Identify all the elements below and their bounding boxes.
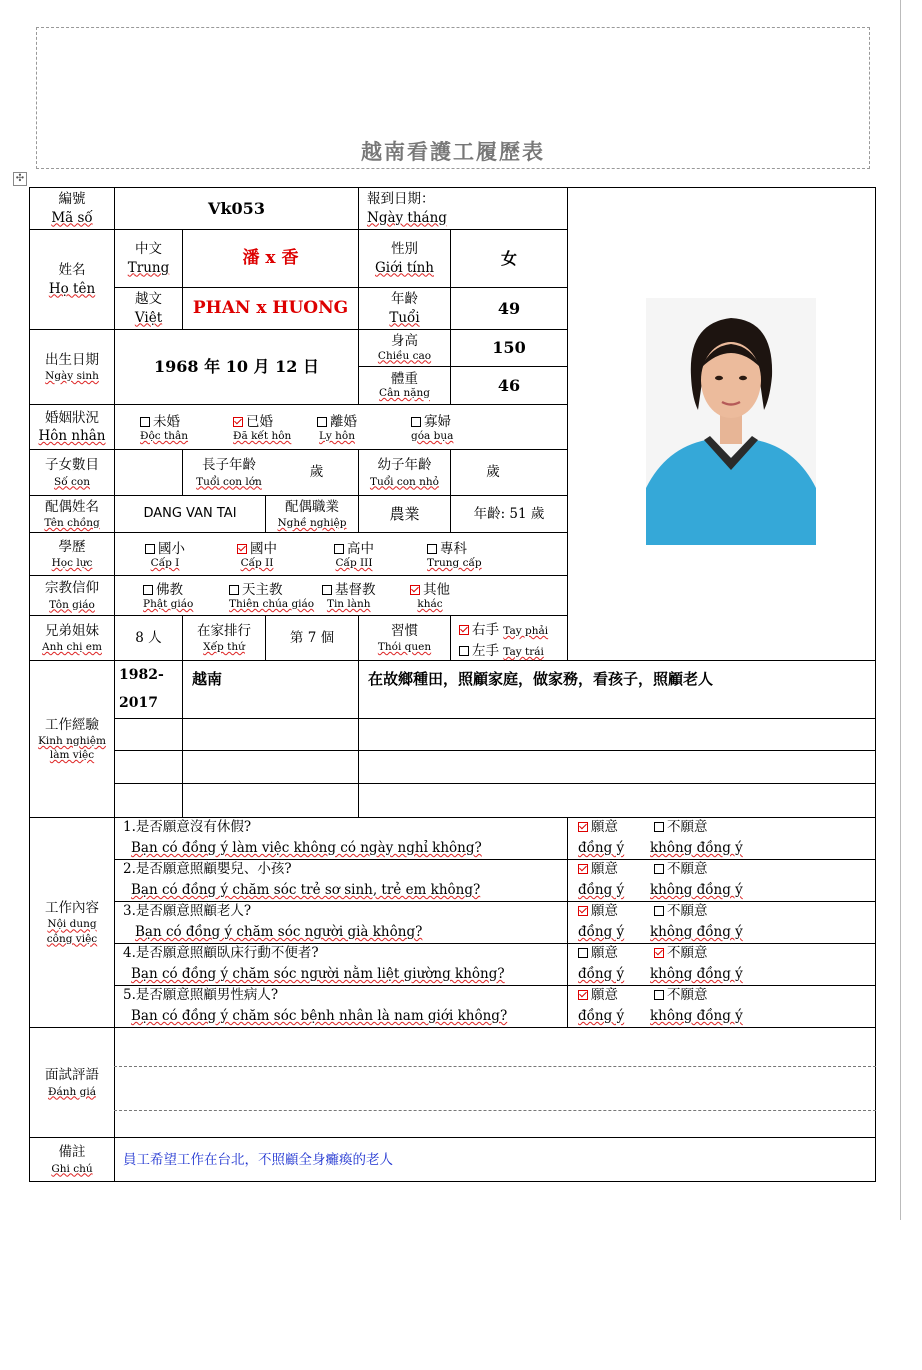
checked-checkbox-icon <box>410 585 420 595</box>
marital-option-single[interactable]: 未婚 Độc thân <box>140 414 189 442</box>
experience-description: 在故鄉種田，照顧家庭，做家務，看孩子，照顧老人 <box>368 670 714 688</box>
question-2: 2.是否願意照顧嬰兒、小孩? Bạn có đồng ý chăm sóc trẻ sơ sinh, trẻ em không? <box>123 861 481 898</box>
religion-option-buddhism[interactable]: 佛教 Phật giáo <box>143 582 194 610</box>
checkbox-icon <box>654 864 664 874</box>
applicant-photo <box>646 298 816 545</box>
birth-label: 出生日期 Ngày sinh <box>45 351 99 383</box>
education-option-high[interactable]: 高中 Cấp III <box>335 541 374 569</box>
children-count-field[interactable] <box>115 450 182 495</box>
children-label: 子女數目 Số con <box>45 457 99 488</box>
family-rank-value: 第 7 個 <box>289 629 335 646</box>
answer-2-yes[interactable]: 願意 đồng ý <box>578 861 625 898</box>
youngest-age-value: 歲 <box>486 464 500 481</box>
name-label: 姓名 Họ tên <box>48 262 96 297</box>
religion-option-other[interactable]: 其他 khác <box>410 578 450 610</box>
answer-5-yes[interactable]: 願意 đồng ý <box>578 987 625 1024</box>
spouse-job-label: 配偶職業 Nghề nghiệp <box>277 498 347 530</box>
habit-option-left-hand[interactable]: 左手 Tay trái <box>459 639 544 659</box>
education-option-college[interactable]: 專科 Trung cấp <box>427 541 482 569</box>
checkbox-icon <box>229 585 239 595</box>
birth-value: 1968 年 10 月 12 日 <box>154 357 319 377</box>
weight-label: 體重 Cân nặng <box>379 370 430 400</box>
checked-checkbox-icon <box>578 822 588 832</box>
height-label: 身高 Chiều cao <box>377 333 432 362</box>
interview-label: 面試評語 Đánh giá <box>45 1067 99 1098</box>
question-3: 3.是否願意照顧老人? Bạn có đồng ý chăm sóc người già không? <box>123 903 423 940</box>
notes-text: 員工希望工作在台北，不照顧全身癱瘓的老人 <box>123 1152 393 1168</box>
notes-label: 備註 Ghi chú <box>51 1144 93 1175</box>
table-move-handle[interactable]: ✣ <box>13 172 27 186</box>
checked-checkbox-icon <box>459 625 469 635</box>
gender-value: 女 <box>500 248 517 268</box>
question-5: 5.是否願意照顧男性病人? Bạn có đồng ý chăm sóc bệnh nhân là nam giới không? <box>123 987 508 1024</box>
applicant-portrait-icon <box>646 298 816 545</box>
eldest-age-value: 歲 <box>309 464 324 481</box>
id-label: 編號 Mã số <box>51 191 93 226</box>
eldest-age-label: 長子年齡 Tuổi con lớn <box>196 457 262 488</box>
marital-option-widowed[interactable]: 寡婦 góa bụa <box>411 414 454 442</box>
answer-2-no[interactable]: 不願意 không đồng ý <box>650 861 743 898</box>
vietnamese-name-value: PHAN x HUONG <box>192 298 349 319</box>
religion-label: 宗教信仰 Tôn giáo <box>45 580 99 611</box>
answer-3-yes[interactable]: 願意 đồng ý <box>578 903 625 940</box>
checked-checkbox-icon <box>578 864 588 874</box>
siblings-label: 兄弟姐妹 Anh chị em <box>42 622 102 654</box>
checkbox-icon <box>654 822 664 832</box>
family-rank-label: 在家排行 Xếp thứ <box>197 622 251 654</box>
checked-checkbox-icon <box>233 417 243 427</box>
checkbox-icon <box>427 544 437 554</box>
chinese-name-value: 潘 x 香 <box>242 248 299 269</box>
checked-checkbox-icon <box>578 906 588 916</box>
habit-label: 習慣 Thói quen <box>377 622 432 654</box>
checkbox-icon <box>654 990 664 1000</box>
spouse-name-label: 配偶姓名 Tên chồng <box>44 498 100 530</box>
chinese-name-label: 中文 Trung <box>127 241 170 276</box>
education-option-middle[interactable]: 國中 Cấp II <box>237 537 277 569</box>
answer-4-yes[interactable]: 願意 đồng ý <box>578 945 625 982</box>
checkbox-icon <box>334 544 344 554</box>
experience-label: 工作經驗 Kinh nghiệm làm việc <box>38 716 106 762</box>
vietnamese-name-label: 越文 Việt <box>134 291 163 326</box>
spouse-name-value: DANG VAN TAI <box>143 506 237 522</box>
marital-option-married[interactable]: 已婚 Đã kết hôn <box>233 414 292 442</box>
answer-1-no[interactable]: 不願意 không đồng ý <box>650 819 743 856</box>
education-label: 學歷 Học lực <box>51 538 93 570</box>
page-title: 越南看護工履歷表 <box>361 139 545 164</box>
header-area <box>36 27 870 169</box>
question-4: 4.是否願意照顧臥床行動不便者? Bạn có đồng ý chăm sóc người nằm liệt giường không? <box>123 945 505 982</box>
checkbox-icon <box>654 906 664 916</box>
answer-3-no[interactable]: 不願意 không đồng ý <box>650 903 743 940</box>
religion-option-protestant[interactable]: 基督教 Tin lành <box>322 578 376 610</box>
spouse-age-value: 年齡: 51 歲 <box>473 505 545 522</box>
experience-place: 越南 <box>192 670 223 688</box>
marital-label: 婚姻狀況 Hôn nhân <box>38 409 106 444</box>
answer-4-no[interactable]: 不願意 không đồng ý <box>650 945 743 982</box>
checked-checkbox-icon <box>578 990 588 1000</box>
id-value: Vk053 <box>208 198 265 218</box>
age-label: 年齡 Tuổi <box>389 291 420 326</box>
spouse-job-value: 農業 <box>389 504 420 523</box>
siblings-count: 8 人 <box>135 629 162 646</box>
checkbox-icon <box>459 646 469 656</box>
marital-option-divorced[interactable]: 離婚 Ly hôn <box>317 410 357 442</box>
youngest-age-label: 幼子年齡 Tuổi con nhỏ <box>369 457 440 488</box>
checked-checkbox-icon <box>654 948 664 958</box>
interview-comments-field[interactable] <box>115 1028 875 1137</box>
question-1: 1.是否願意沒有休假? Bạn có đồng ý làm việc không có ngày nghỉ không? <box>123 819 482 856</box>
checkbox-icon <box>145 544 155 554</box>
height-value: 150 <box>492 338 526 358</box>
report-date-label[interactable]: 報到日期： Ngày tháng <box>367 191 447 226</box>
checkbox-icon <box>143 585 153 595</box>
habit-option-right-hand[interactable]: 右手 Tay phải <box>459 618 548 638</box>
checkbox-icon <box>411 417 421 427</box>
checkbox-icon <box>317 417 327 427</box>
experience-period: 1982-2017 <box>119 667 164 711</box>
checkbox-icon <box>140 417 150 427</box>
answer-1-yes[interactable]: 願意 đồng ý <box>578 819 625 856</box>
checkbox-icon <box>322 585 332 595</box>
checked-checkbox-icon <box>237 544 247 554</box>
weight-value: 46 <box>497 375 521 395</box>
answer-5-no[interactable]: 不願意 không đồng ý <box>650 987 743 1024</box>
religion-option-catholic[interactable]: 天主教 Thiên chúa giáo <box>229 582 315 610</box>
gender-label: 性別 Giới tính <box>375 241 434 276</box>
education-option-primary[interactable]: 國小 Cấp I <box>145 537 185 569</box>
work-content-label: 工作內容 Nội dung công việc <box>45 900 99 945</box>
age-value: 49 <box>497 298 521 318</box>
checkbox-icon <box>578 948 588 958</box>
